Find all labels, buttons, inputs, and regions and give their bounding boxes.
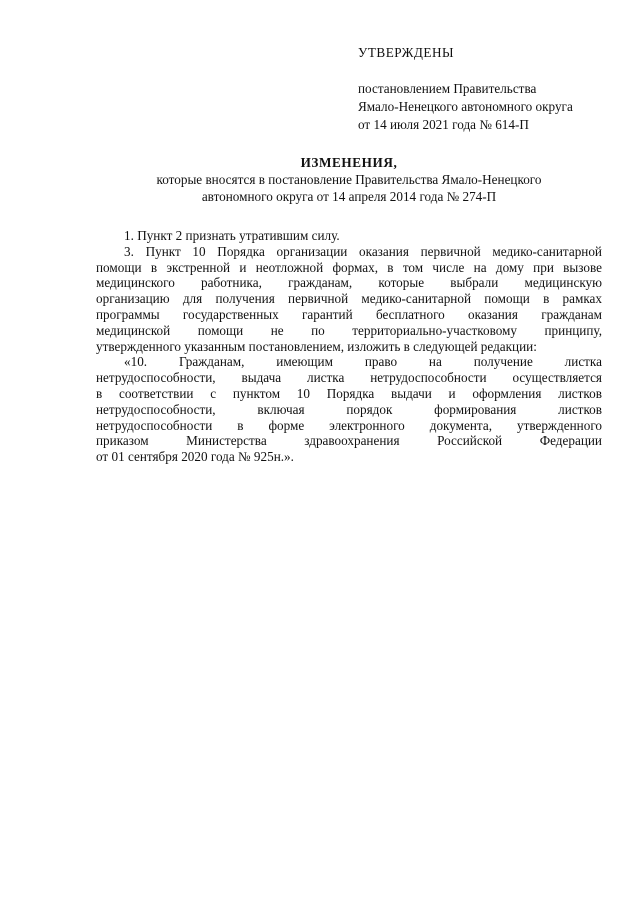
document-subtitle-line: автономного округа от 14 апреля 2014 года № 274-П	[201, 189, 497, 204]
document-title: ИЗМЕНЕНИЯ,	[300, 155, 398, 170]
approval-line: постановлением Правительства	[358, 81, 537, 96]
paragraph-line: помощи в экстренной и неотложной формах, в том числе на дому при вызове	[96, 259, 602, 275]
paragraph-line: от 01 сентября 2020 года № 925н.».	[96, 449, 294, 465]
paragraph-line: 1. Пункт 2 признать утратившим силу.	[124, 228, 340, 243]
paragraph-line: нетрудоспособности, включая порядок формирования листков	[96, 401, 602, 417]
paragraph-line: утвержденного указанным постановлением, изложить в следующей редакции:	[96, 338, 537, 354]
paragraph-item-1	[96, 228, 602, 244]
document-body	[96, 228, 602, 465]
approval-stamp	[358, 44, 618, 134]
paragraph-line: нетрудоспособности, выдача листка нетрудоспособности осуществляется	[96, 370, 602, 386]
paragraph-line: медицинского работника, гражданам, которые выбрали медицинскую	[96, 275, 602, 291]
paragraph-item-3	[96, 244, 602, 355]
paragraph-line: организацию для получения первичной медико-санитарной помощи в рамках	[96, 291, 602, 307]
document-title-block	[96, 154, 602, 205]
paragraph-line: в соответствии с пунктом 10 Порядка выдачи и оформления листков	[96, 385, 602, 401]
paragraph-line: медицинской помощи не по территориально-участковому принципу,	[96, 322, 602, 338]
paragraph-line: 3. Пункт 10 Порядка организации оказания первичной медико-санитарной	[124, 243, 602, 259]
paragraph-line: «10. Гражданам, имеющим право на получение листка	[124, 354, 602, 370]
document-subtitle-line: которые вносятся в постановление Правительства Ямало-Ненецкого	[156, 172, 542, 187]
paragraph-line: программы государственных гарантий бесплатного оказания гражданам	[96, 306, 602, 322]
approval-line: Ямало-Ненецкого автономного округа	[358, 99, 573, 114]
approval-line: от 14 июля 2021 года № 614-П	[358, 117, 529, 132]
quoted-paragraph-10	[96, 354, 602, 465]
paragraph-line: нетрудоспособности в форме электронного документа, утвержденного	[96, 417, 602, 433]
paragraph-line: приказом Министерства здравоохранения Российской Федерации	[96, 433, 602, 449]
approval-heading: УТВЕРЖДЕНЫ	[358, 45, 455, 60]
